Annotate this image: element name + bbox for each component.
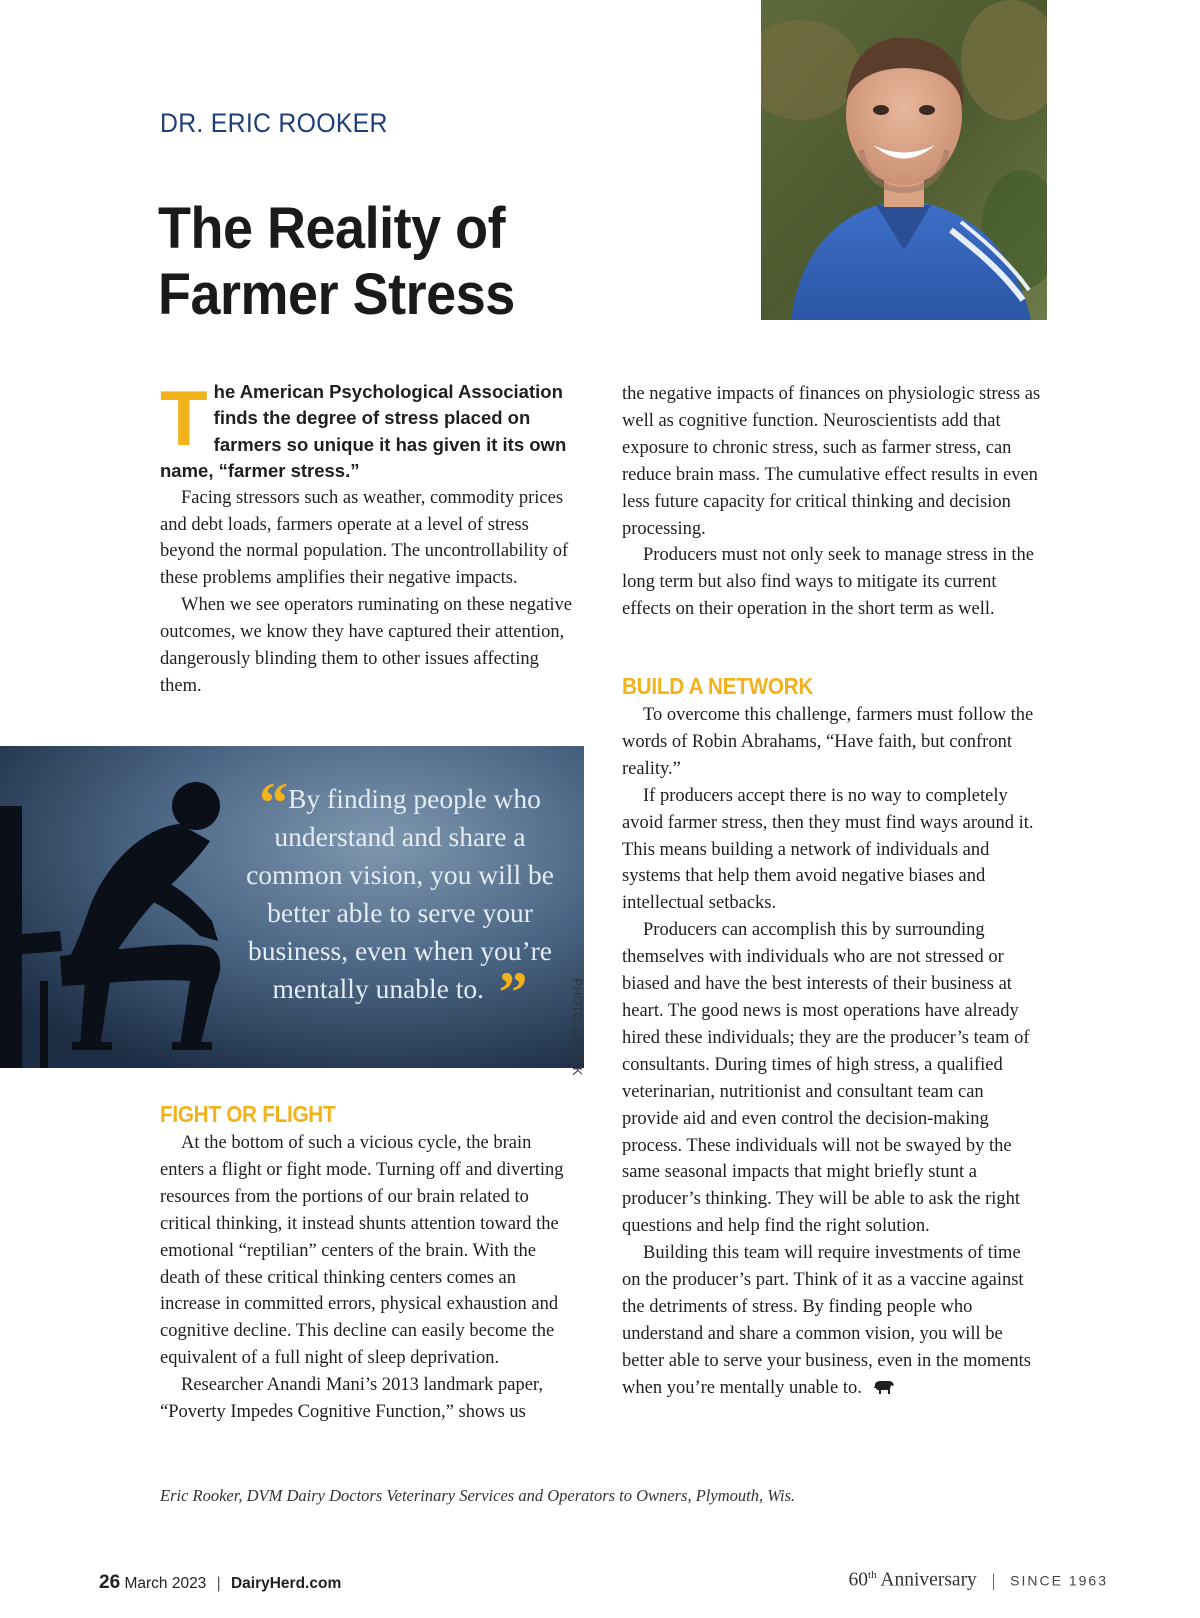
body-paragraph: Producers must not only seek to manage stress in the long term but also find ways to mitigate its current effects on their operation in the short term as well. (622, 545, 1035, 620)
body-paragraph: To overcome this challenge, farmers must follow the words of Robin Abrahams, “Have faith, but confront reality.” (622, 705, 1034, 779)
body-paragraph: At the bottom of such a vicious cycle, the brain enters a flight or fight mode. Turning off and diverting resources from the portions of our brain related to critical thinking, it instead shunts attention toward the emotional “reptilian” centers of the brain. With the death of these critical thinking centers comes an increase in committed errors, physical exhaustion and cognitive decline. This decline can easily become the equivalent of a full night of sleep deprivation. (160, 1133, 564, 1369)
right-column-top (622, 381, 1042, 623)
pull-quote-text: By finding people who understand and share a common vision, you will be better able to serve your business, even when you’re mentally unable to. (246, 783, 554, 1004)
author-photo (761, 0, 1047, 320)
footer-divider: | (216, 1575, 221, 1592)
footer-left (99, 1572, 341, 1594)
final-paragraph-text: Building this team will require investments of time on the producer’s part. Think of it as a vaccine against the detriments of stress. By finding people who understand and share a common vision, you will be better able to serve your business, even in the moments when you’re mentally unable to. (622, 1243, 1031, 1398)
since-label: SINCE 1963 (1010, 1572, 1108, 1589)
build-a-network-body (622, 702, 1042, 1402)
issue-date: March 2023 (124, 1575, 207, 1592)
body-paragraph: If producers accept there is no way to completely avoid farmer stress, then they must find ways around it. This means building a network of individuals and systems that help them avoid negative biases and intellectual setbacks. (622, 785, 1034, 914)
photo-credit: PHOTO: ISTOCK (570, 978, 584, 1076)
article-title (158, 196, 642, 328)
site-name: DairyHerd.com (230, 1575, 342, 1592)
fight-or-flight-body (160, 1130, 580, 1426)
title-line-2: Farmer Stress (158, 262, 515, 327)
open-quote-icon: “ (259, 770, 289, 835)
pull-quote (230, 770, 570, 1025)
body-paragraph: the negative impacts of finances on physiologic stress as well as cognitive function. Neuroscientists add that exposure to chronic stress, such as farmer stress, can reduce brain mass. The cumulative effect results in even less future capacity for critical thinking and decision processing. (622, 384, 1041, 539)
body-paragraph: Researcher Anandi Mani’s 2013 landmark paper, “Poverty Impedes Cognitive Function,” shows us (160, 1375, 543, 1423)
anniversary-word: Anniversary (880, 1569, 977, 1591)
footer-right (849, 1569, 1108, 1592)
close-quote-icon: ” (484, 960, 528, 1025)
anniversary-number: 60 (848, 1569, 869, 1591)
body-paragraph: Facing stressors such as weather, commodity prices and debt loads, farmers operate at a level of stress beyond the normal population. The uncontrollability of these problems amplifies their negative impacts. (160, 487, 569, 589)
anniversary-suffix: th (868, 1569, 877, 1581)
author-name: DR. ERIC ROOKER (160, 108, 388, 138)
title-line-1: The Reality of (158, 196, 506, 261)
author-bio: Eric Rooker, DVM Dairy Doctors Veterinary Services and Operators to Owners, Plymouth, Wis. (160, 1486, 796, 1505)
lead-paragraph (160, 374, 580, 700)
body-paragraph (622, 1240, 1042, 1401)
section-heading-build-a-network: BUILD A NETWORK (622, 673, 814, 699)
lead-text: he American Psychological Association finds the degree of stress placed on farmers so unique it has given it its own name, “farmer stress.” (160, 381, 567, 482)
drop-cap: T (160, 374, 208, 462)
section-heading-fight-or-flight: FIGHT OR FLIGHT (160, 1101, 336, 1127)
cow-icon (873, 1379, 895, 1395)
footer-divider: | (991, 1569, 996, 1590)
body-paragraph: When we see operators ruminating on these negative outcomes, we know they have captured their attention, dangerously blinding them to other issues affecting them. (160, 595, 572, 696)
page-number: 26 (99, 1572, 121, 1593)
body-paragraph: Producers can accomplish this by surrounding themselves with individuals who are not stressed or biased and have the best interests of their business at heart. The good news is most operations have already hired these individuals; they are the producer’s team of consultants. During times of high stress, a qualified veterinarian, nutritionist and consultant team can provide aid and even control the decision-making process. These individuals will not be swayed by the same seasonal impacts that might briefly stunt a producer’s thinking. They will be able to ask the right questions and help find the right solution. (622, 920, 1030, 1237)
